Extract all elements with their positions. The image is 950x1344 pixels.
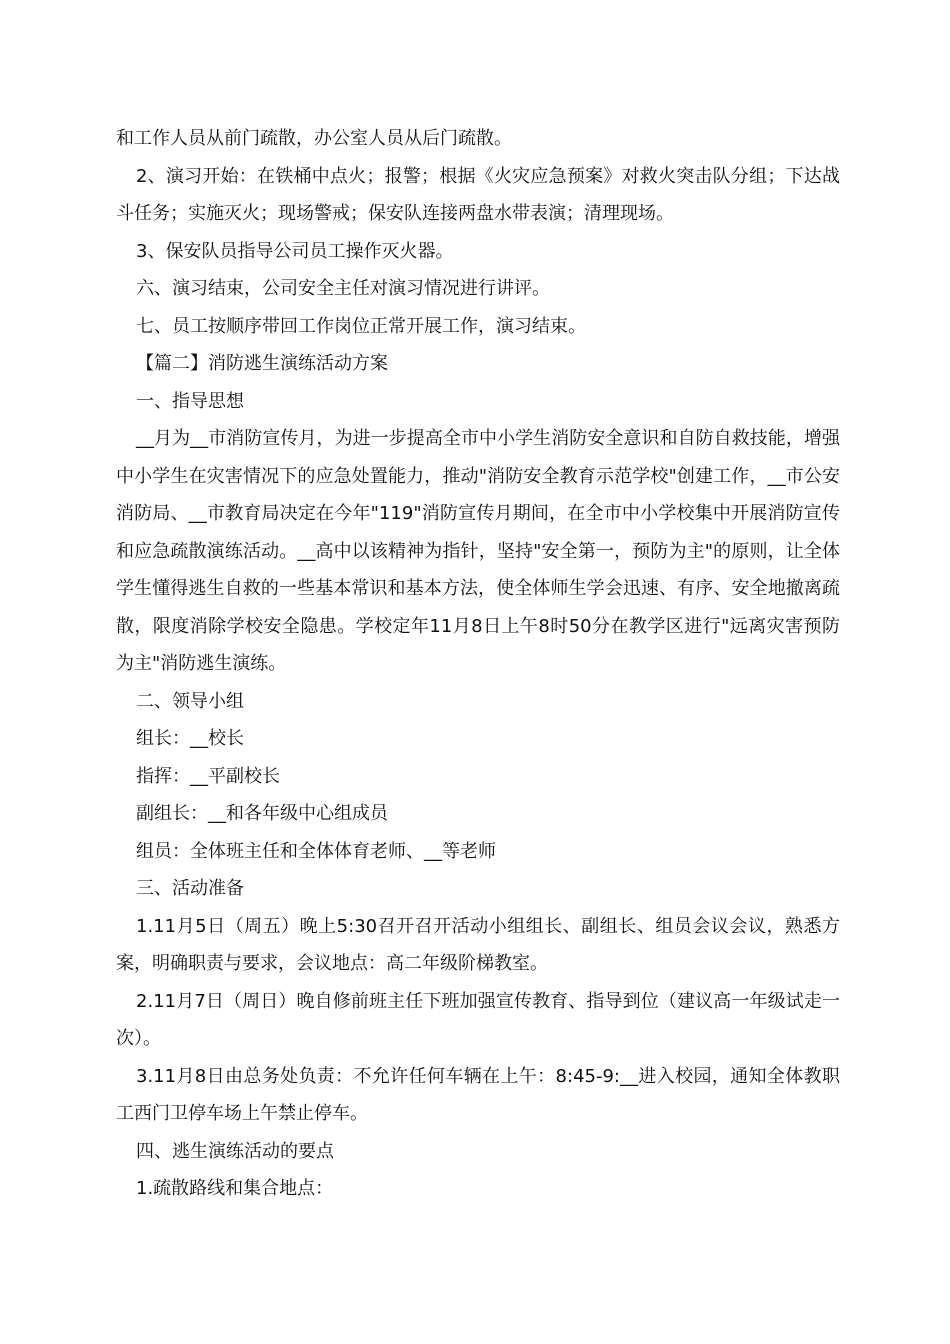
paragraph: 2、演习开始：在铁桶中点火；报警；根据《火灾应急预案》对救火突击队分组；下达战斗任务；实施灭火；现场警戒；保安队连接两盘水带表演；清理现场。 [116, 165, 840, 224]
paragraph: 3.11月8日由总务处负责：不允许任何车辆在上午：8:45-9:__进入校园，通知全体教职工西门卫停车场上午禁止停车。 [116, 1065, 840, 1124]
section-heading: 二、领导小组 [136, 690, 244, 712]
paragraph: 六、演习结束，公司安全主任对演习情况进行讲评。 [136, 278, 550, 299]
section-heading: 四、逃生演练活动的要点 [136, 1140, 334, 1162]
list-item: 组长：__校长 [136, 728, 244, 749]
paragraph: 1.疏散路线和集合地点： [136, 1178, 334, 1199]
paragraph: 七、员工按顺序带回工作岗位正常开展工作，演习结束。 [136, 315, 586, 337]
paragraph: __月为__市消防宣传月，为进一步提高全市中小学生消防安全意识和自防自救技能，增强中小学生在灾害情况下的应急处置能力，推动"消防安全教育示范学校"创建工作，__市公安消防局、__市教育局决定在今年"119"消防宣传月期间，在全市中小学校集中开展消防宣传和应急疏散演练活动。__高中以该精神为指针，坚持"安全第一，预防为主"的原则，让全体学生懂得逃生自救的一些基本常识和基本方法，使全体师生学会迅速、有序、安全地撤离疏散，限度消除学校安全隐患。学校定年11月8日上午8时50分在教学区进行"远离灾害预防为主"消防逃生演练。 [116, 428, 840, 674]
list-item: 副组长：__和各年级中心组成员 [136, 803, 388, 824]
list-item: 组员：全体班主任和全体体育老师、__等老师 [136, 840, 496, 862]
section-heading: 【篇二】消防逃生演练活动方案 [136, 353, 388, 374]
document-body [116, 120, 840, 1208]
paragraph: 1.11月5日（周五）晚上5:30召开召开活动小组组长、副组长、组员会议会议，熟悉方案，明确职责与要求，会议地点：高二年级阶梯教室。 [116, 915, 840, 974]
list-item: 指挥：__平副校长 [136, 765, 280, 787]
section-heading: 三、活动准备 [136, 878, 244, 899]
paragraph: 3、保安队员指导公司员工操作灭火器。 [136, 240, 454, 262]
section-heading: 一、指导思想 [136, 390, 244, 412]
paragraph: 和工作人员从前门疏散，办公室人员从后门疏散。 [116, 128, 512, 149]
paragraph: 2.11月7日（周日）晚自修前班主任下班加强宣传教育、指导到位（建议高一年级试走一次）。 [116, 990, 840, 1049]
